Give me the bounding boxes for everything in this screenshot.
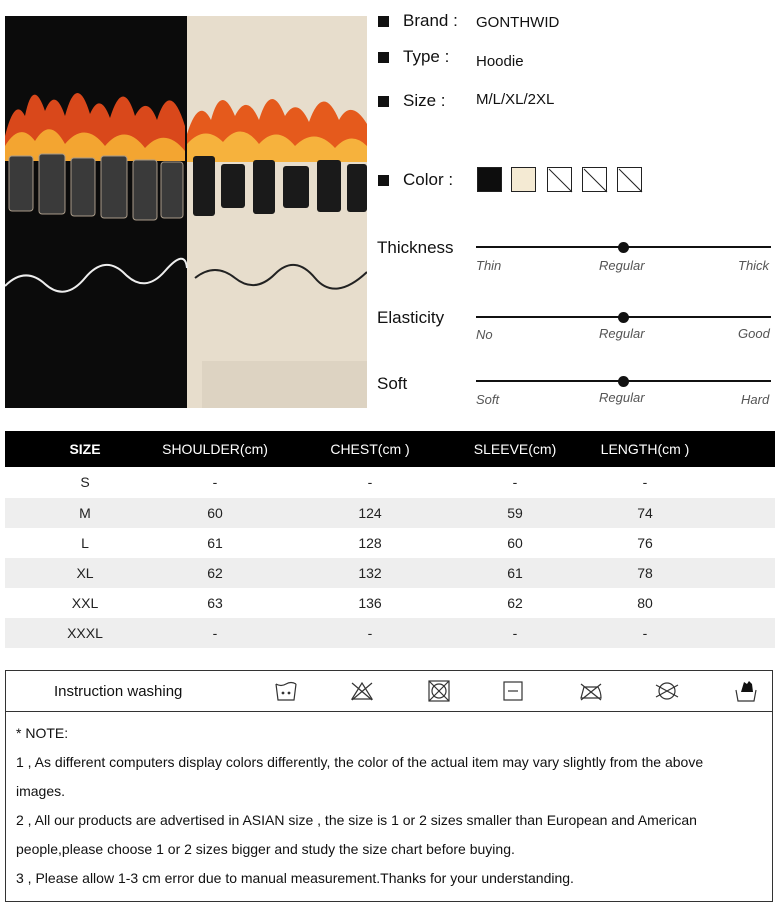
bullet-square-icon (378, 52, 389, 63)
cell-chest: 124 (358, 505, 382, 521)
color-swatch-empty (547, 167, 572, 192)
cell-sleeve: - (512, 625, 518, 641)
cell-shoulder: 61 (207, 535, 223, 551)
cell-shoulder: 63 (207, 595, 223, 611)
strike-icon (618, 168, 643, 193)
do-not-iron-icon (578, 678, 604, 704)
cell-length: 74 (637, 505, 653, 521)
header-length: LENGTH(cm ) (600, 441, 690, 457)
washing-instructions-box (5, 670, 773, 902)
table-row (5, 467, 775, 497)
cell-sleeve: 61 (507, 565, 523, 581)
color-swatch-black[interactable] (477, 167, 502, 192)
type-value: Hoodie (476, 53, 524, 70)
table-row (5, 558, 775, 588)
size-value: M/L/XL/2XL (476, 91, 555, 108)
table-row (5, 618, 775, 648)
elasticity-max: Good (738, 326, 770, 341)
header-size: SIZE (69, 441, 101, 457)
cell-size: L (81, 535, 89, 551)
brand-row (378, 11, 458, 31)
cell-chest: - (367, 474, 373, 490)
do-not-dry-clean-icon (654, 678, 680, 704)
washing-header (6, 671, 772, 712)
brand-label: Brand : (403, 11, 458, 30)
thickness-min: Thin (476, 258, 502, 273)
size-row (378, 91, 446, 111)
thickness-label: Thickness (377, 238, 454, 257)
table-row (5, 498, 775, 528)
cell-chest: 128 (358, 535, 382, 551)
bullet-square-icon (378, 175, 389, 186)
elasticity-mid: Regular (599, 326, 645, 341)
hand-wash-only-icon (733, 678, 759, 704)
header-shoulder: SHOULDER(cm) (162, 441, 268, 457)
thickness-mid: Regular (599, 258, 645, 273)
thickness-max: Thick (738, 258, 770, 273)
color-swatch-empty (582, 167, 607, 192)
cell-sleeve: 59 (507, 505, 523, 521)
cell-shoulder: - (212, 474, 218, 490)
type-label: Type : (403, 47, 450, 66)
cell-size: M (79, 505, 91, 521)
note-line: 3 , Please allow 1-3 cm error due to manual measurement.Thanks for your understanding. (16, 870, 574, 886)
color-label: Color : (403, 170, 454, 189)
note-line: 1 , As different computers display colors differently, the color of the actual item may vary slightly from the above (16, 754, 704, 770)
strike-icon (583, 168, 608, 193)
product-photo (5, 16, 367, 408)
note-heading: * NOTE: (16, 725, 69, 741)
cell-chest: 132 (358, 565, 382, 581)
line-dry-icon (500, 678, 526, 704)
size-table-header (5, 431, 775, 467)
table-row (5, 528, 775, 558)
cell-length: - (642, 474, 648, 490)
type-row (378, 47, 449, 67)
washing-title: Instruction washing (54, 683, 183, 700)
softness-min: Soft (476, 392, 500, 407)
elasticity-min: No (476, 327, 493, 342)
softness-mid: Regular (599, 390, 645, 405)
note-line: people,please choose 1 or 2 sizes bigger and study the size chart before buying. (16, 841, 515, 857)
cell-shoulder: - (212, 625, 218, 641)
flame-graphic (5, 16, 367, 408)
note-line: images. (16, 783, 66, 799)
note-line: 2 , All our products are advertised in ASIAN size , the size is 1 or 2 sizes smaller than European and American (16, 812, 697, 828)
cell-length: 80 (637, 595, 653, 611)
thickness-indicator (618, 242, 629, 253)
cell-sleeve: 60 (507, 535, 523, 551)
cell-size: XXXL (67, 625, 103, 641)
header-chest: CHEST(cm ) (330, 441, 410, 457)
cell-length: 78 (637, 565, 653, 581)
bullet-square-icon (378, 16, 389, 27)
color-swatch-empty (617, 167, 642, 192)
softness-label: Soft (377, 374, 408, 393)
cell-size: XL (76, 565, 94, 581)
elasticity-label: Elasticity (377, 308, 445, 327)
header-sleeve: SLEEVE(cm) (473, 441, 557, 457)
elasticity-indicator (618, 312, 629, 323)
color-swatch-cream[interactable] (511, 167, 536, 192)
color-row (378, 170, 453, 190)
cell-chest: - (367, 625, 373, 641)
size-label: Size : (403, 91, 446, 110)
cell-length: - (642, 625, 648, 641)
do-not-bleach-icon (349, 678, 375, 704)
softness-max: Hard (741, 392, 770, 407)
cell-sleeve: - (512, 474, 518, 490)
bullet-square-icon (378, 96, 389, 107)
cell-size: S (80, 474, 90, 490)
softness-indicator (618, 376, 629, 387)
do-not-tumble-dry-icon (426, 678, 452, 704)
strike-icon (548, 168, 573, 193)
cell-shoulder: 60 (207, 505, 223, 521)
cell-chest: 136 (358, 595, 382, 611)
hand-wash-30-icon (273, 678, 299, 704)
cell-sleeve: 62 (507, 595, 523, 611)
table-row (5, 588, 775, 618)
brand-value: GONTHWID (476, 14, 560, 31)
cell-length: 76 (637, 535, 653, 551)
cell-size: XXL (71, 595, 99, 611)
cell-shoulder: 62 (207, 565, 223, 581)
